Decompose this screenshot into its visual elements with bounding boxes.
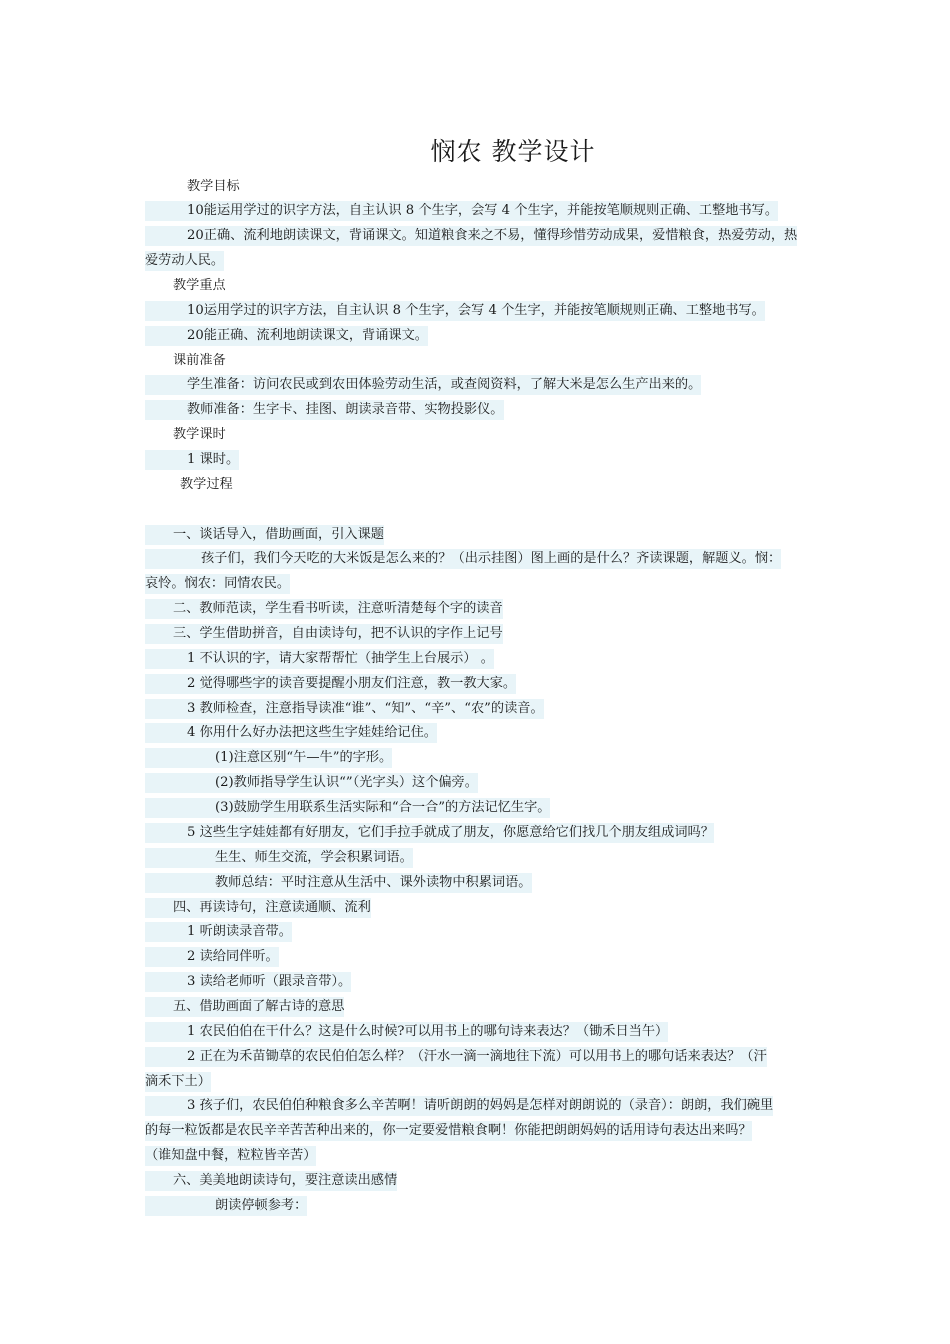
- section-heading-key-points: 教学重点: [173, 278, 226, 293]
- text-line: 的每一粒饭都是农民辛辛苦苦种出来的，你一定要爱惜粮食啊！你能把朗朗妈妈的话用诗句表达出来吗？: [145, 1121, 752, 1141]
- text-line: 1 农民伯伯在干什么？这是什么时候?可以用书上的哪句诗来表达？（锄禾日当午）: [145, 1022, 668, 1042]
- text-line: 朗读停顿参考：: [145, 1196, 307, 1216]
- text-line: 5 这些生字娃娃都有好朋友，它们手拉手就成了朋友，你愿意给它们找几个朋友组成词吗？: [145, 823, 714, 843]
- text-line: 滴禾下土）: [145, 1072, 211, 1092]
- text-line: (1)注意区别“午—牛”的字形。: [145, 748, 392, 768]
- text-line: 3 教师检查，注意指导读准“谁”、“知”、“辛”、“农”的读音。: [145, 699, 544, 719]
- step-heading: 三、学生借助拼音，自由读诗句，把不认识的字作上记号: [145, 624, 503, 644]
- text-line: 学生准备：访问农民或到农田体验劳动生活，或查阅资料，了解大米是怎么生产出来的。: [145, 375, 701, 395]
- text-line: 4 你用什么好办法把这些生字娃娃给记住。: [145, 723, 437, 743]
- text-line: 1 不认识的字，请大家帮帮忙（抽学生上台展示） 。: [145, 649, 494, 669]
- text-line: （谁知盘中餐，粒粒皆辛苦）: [145, 1146, 316, 1166]
- text-line: 20能正确、流利地朗读课文，背诵课文。: [145, 326, 428, 346]
- text-line: 教师总结：平时注意从生活中、课外读物中积累词语。: [145, 873, 532, 893]
- section-heading-preparation: 课前准备: [173, 353, 226, 368]
- text-line: (2)教师指导学生认识“”（光字头）这个偏旁。: [145, 773, 478, 793]
- text-line: 孩子们，我们今天吃的大米饭是怎么来的？（出示挂图）图上画的是什么？齐读课题，解题义。悯：: [145, 549, 781, 569]
- text-line: 3 读给老师听（跟录音带）。: [145, 972, 351, 992]
- text-line: 1 课时。: [145, 450, 239, 470]
- step-heading: 六、美美地朗读诗句，要注意读出感情: [145, 1171, 397, 1191]
- step-heading: 四、再读诗句，注意读通顺、流利: [145, 898, 371, 918]
- text-line: 教师准备：生字卡、挂图、朗读录音带、实物投影仪。: [145, 400, 504, 420]
- text-line: 生生、师生交流，学会积累词语。: [145, 848, 413, 868]
- text-line: 2 觉得哪些字的读音要提醒小朋友们注意，教一教大家。: [145, 674, 516, 694]
- text-line: 10能运用学过的识字方法，自主认识 8 个生字，会写 4 个生字，并能按笔顺规则正确、工整地书写。: [145, 201, 778, 221]
- section-heading-process: 教学过程: [180, 477, 233, 492]
- step-heading: 二、教师范读，学生看书听读，注意听清楚每个字的读音: [145, 599, 503, 619]
- text-line: 爱劳动人民。: [145, 251, 224, 271]
- section-heading-hours: 教学课时: [173, 427, 226, 442]
- text-line: 20正确、流利地朗读课文，背诵课文。知道粮食来之不易，懂得珍惜劳动成果，爱惜粮食，热爱劳动，热: [145, 226, 797, 246]
- text-line: 1 听朗读录音带。: [145, 922, 292, 942]
- text-line: 哀怜。悯农：同情农民。: [145, 574, 290, 594]
- document-title: 悯农 教学设计: [430, 137, 596, 166]
- section-heading-objectives: 教学目标: [187, 179, 240, 194]
- text-line: 10运用学过的识字方法，自主认识 8 个生字，会写 4 个生字，并能按笔顺规则正确、工整地书写。: [145, 301, 765, 321]
- text-line: 2 正在为禾苗锄草的农民伯伯怎么样？（汗水一滴一滴地往下流）可以用书上的哪句话来表达？（汗: [145, 1047, 767, 1067]
- text-line: 3 孩子们，农民伯伯种粮食多么辛苦啊！请听朗朗的妈妈是怎样对朗朗说的（录音）：朗朗，我们碗里: [145, 1096, 773, 1116]
- step-heading: 五、借助画面了解古诗的意思: [145, 997, 344, 1017]
- text-line: (3)鼓励学生用联系生活实际和“合一合”的方法记忆生字。: [145, 798, 550, 818]
- step-heading: 一、谈话导入，借助画面，引入课题: [145, 525, 384, 545]
- text-line: 2 读给同伴听。: [145, 947, 279, 967]
